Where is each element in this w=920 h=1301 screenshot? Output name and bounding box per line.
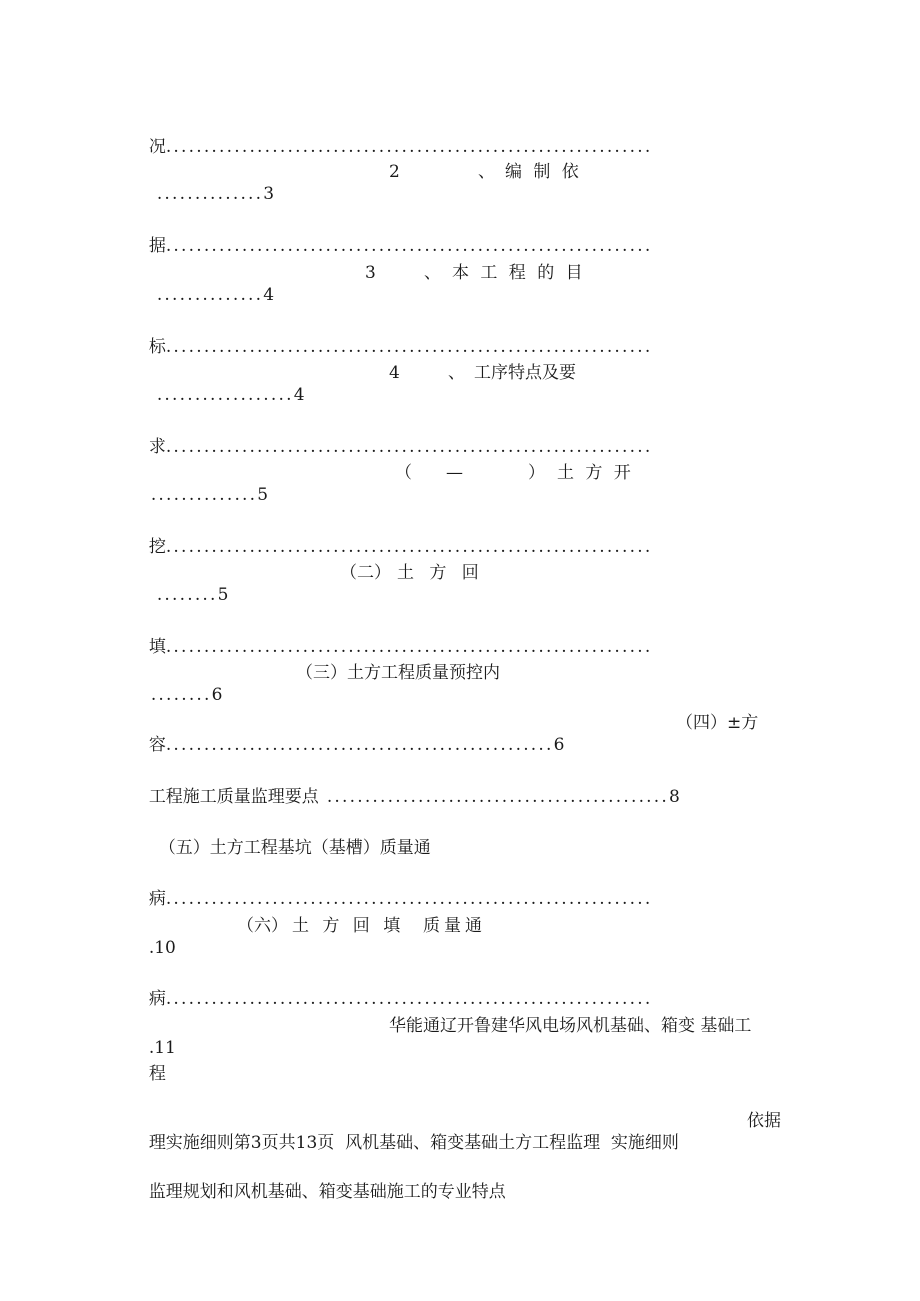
toc-title: （四）±方 [676,713,759,733]
toc-line-14: 工程施工质量监理要点 .............................................8 [148,787,680,807]
toc-section-2: 2 [389,162,400,182]
toc-line-12: ........6 [150,685,223,705]
toc-page-number: 4 [293,385,305,405]
toc-title: 土 方 回 填 质量通 [292,916,487,936]
toc-page-number: 6 [553,735,565,755]
toc-line-9: 挖................................................................ [148,537,653,557]
toc-page-number: .10 [148,938,176,958]
toc-title: 本 工 程 的 目 [452,263,586,283]
toc-leader-dots: ................................................................ [165,236,653,256]
toc-line-8: ..............5 [150,485,269,505]
body-text-start: 依据 [747,1111,781,1131]
toc-leader-dots: .............. [156,184,264,204]
toc-line-11: 填................................................................ [148,637,653,657]
toc-title: 土 方 回 [397,563,484,583]
header-page-info: 理实施细则第3页共13页 风机基础、箱变基础土方工程监理 实施细则 [148,1133,679,1153]
toc-line-3: 据................................................................ [148,236,653,256]
toc-page-number: 8 [668,787,680,807]
toc-title: 编 制 依 [505,162,582,182]
body-text: 监理规划和风机基础、箱变基础施工的专业特点 [148,1182,506,1202]
toc-title: 工序特点及要 [474,363,576,383]
toc-line-16: 病................................................................ [148,889,653,909]
toc-page-number: 4 [263,285,275,305]
toc-line-7: 求................................................................ [148,437,653,457]
toc-line-1 [138,114,652,158]
toc-line-13: 容...................................................6 [148,735,565,755]
toc-page-number: 3 [263,184,275,204]
toc-line-17 [138,915,176,959]
toc-line-6: ..................4 [156,385,305,405]
toc-line-5: 标................................................................ [148,337,653,357]
toc-line-2 [146,161,274,205]
toc-page-number: .11 [148,1038,176,1058]
toc-line-15: （五）土方工程基坑（基槽）质量通 [158,838,431,858]
toc-line-4: ..............4 [156,285,275,305]
toc-line-18: 病................................................................ [148,989,653,1009]
page-header-project: 华能通辽开鲁建华风电场风机基础、箱变 基础工 [389,1016,752,1036]
toc-page-number: 5 [217,585,229,605]
toc-page-number: 6 [211,685,223,705]
toc-title: 土 方 开 [557,463,634,483]
toc-page-number: 5 [257,485,269,505]
header-continuation: 程 [148,1064,166,1084]
toc-title: （三）土方工程质量预控内 [296,663,500,683]
toc-leader-dots: ................................................................ [165,137,653,157]
toc-line-10: ........5 [156,585,229,605]
toc-lead: 况 [148,137,166,157]
